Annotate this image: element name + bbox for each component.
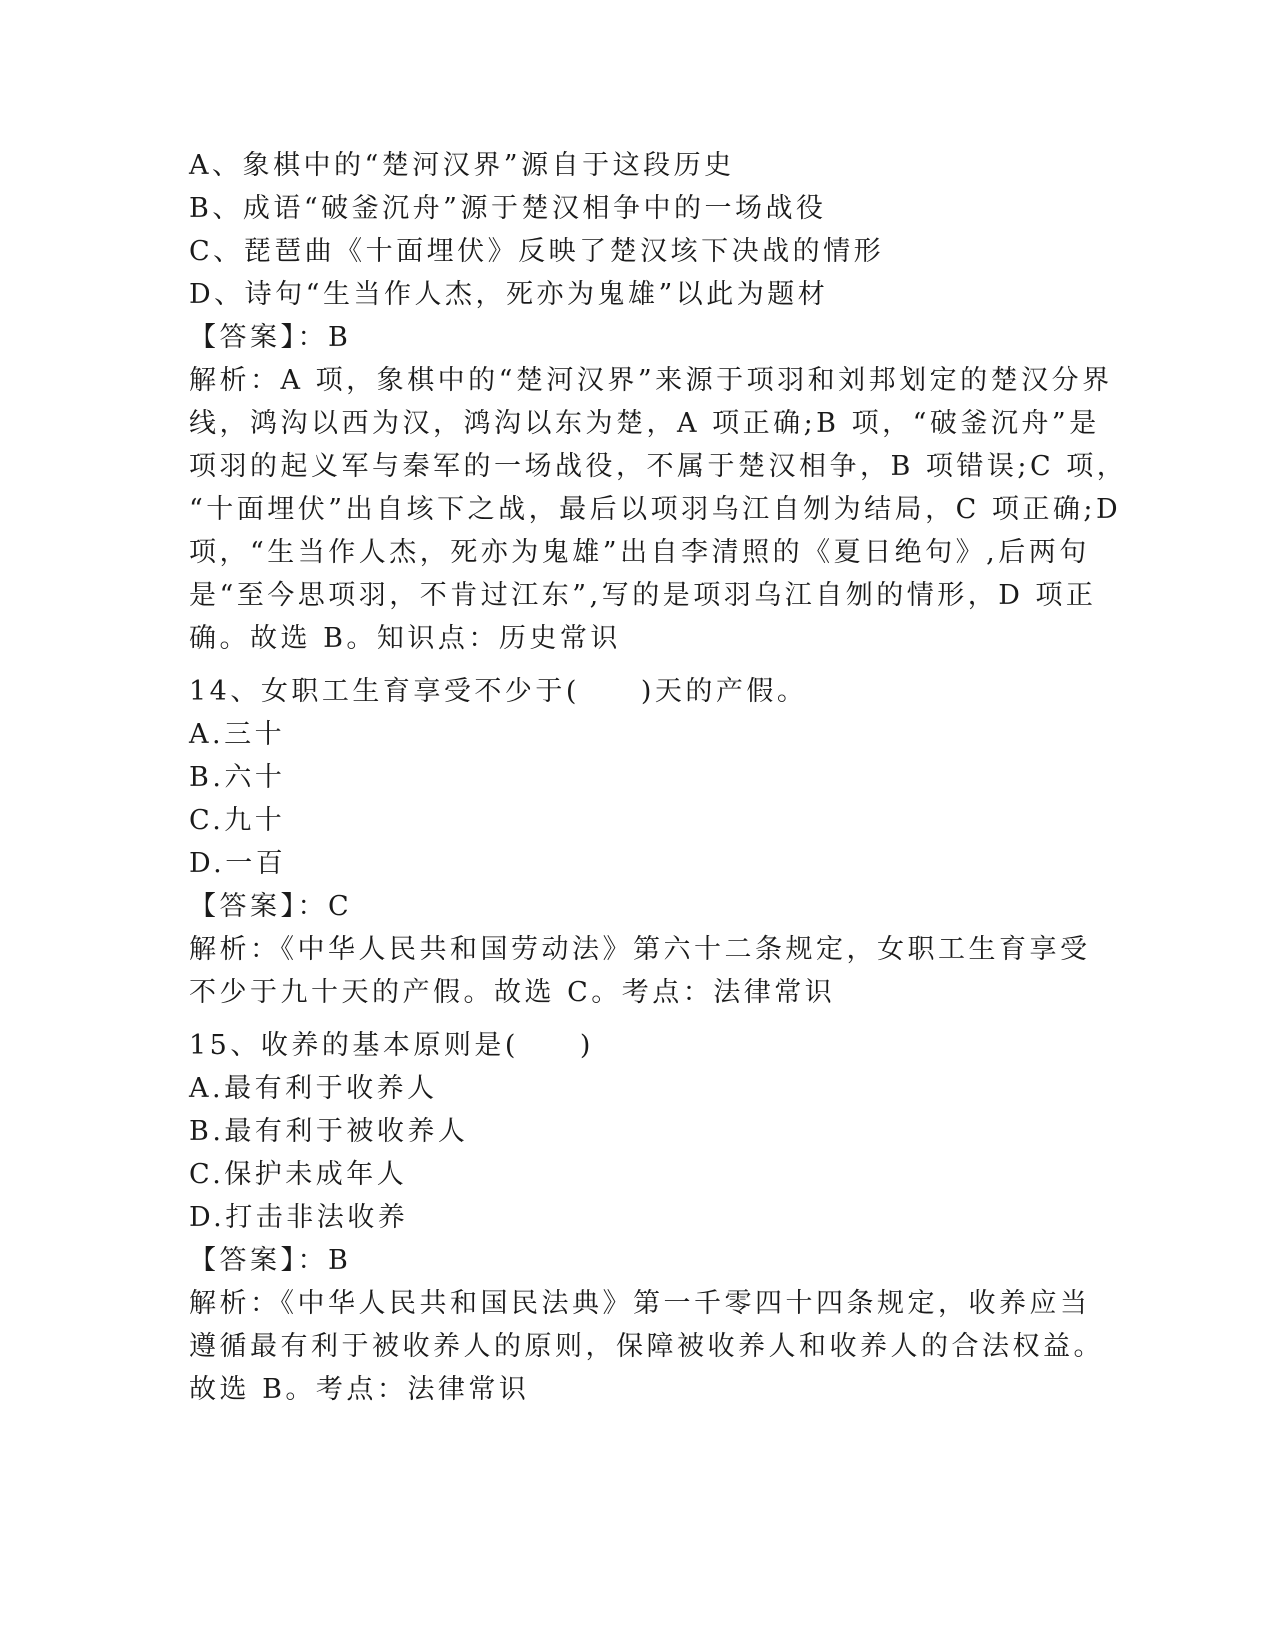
q13-option-c: C、琵琶曲《十面埋伏》反映了楚汉垓下决战的情形 [189, 236, 885, 267]
q14-option-b: B.六十 [189, 762, 286, 793]
question-13 [189, 144, 1128, 660]
q14-analysis-line: 解析：《中华人民共和国劳动法》第六十二条规定，女职工生育享受 [189, 934, 1091, 965]
q13-analysis-line: 确。故选 B。知识点：历史常识 [189, 623, 621, 654]
q14-answer: 【答案】：C [189, 891, 353, 922]
q13-analysis-line: 项，“生当作人杰，死亦为鬼雄”出自李清照的《夏日绝句》,后两句 [189, 537, 1090, 568]
q13-option-a: A、象棋中的“楚河汉界”源自于这段历史 [189, 150, 735, 181]
q13-analysis-line: “十面埋伏”出自垓下之战，最后以项羽乌江自刎为结局，C 项正确;D [189, 494, 1122, 525]
q14-option-c: C.九十 [189, 805, 286, 836]
q13-analysis-line: 是“至今思项羽，不肯过江东”,写的是项羽乌江自刎的情形，D 项正 [189, 580, 1097, 611]
q15-analysis [189, 1282, 1104, 1411]
q14-analysis [189, 928, 1089, 1014]
q15-question: 15、收养的基本原则是( ) [189, 1030, 594, 1061]
q14-analysis-line: 不少于九十天的产假。故选 C。考点：法律常识 [189, 977, 836, 1008]
q15-analysis-line: 解析：《中华人民共和国民法典》第一千零四十四条规定，收养应当 [189, 1288, 1091, 1319]
q13-analysis-line: 线，鸿沟以西为汉，鸿沟以东为楚，A 项正确;B 项，“破釜沉舟”是 [189, 408, 1100, 439]
question-14 [189, 670, 1089, 1014]
q14-option-a: A.三十 [189, 719, 286, 750]
q13-option-b: B、成语“破釜沉舟”源于楚汉相争中的一场战役 [189, 193, 827, 224]
q14-question: 14、女职工生育享受不少于( )天的产假。 [189, 676, 808, 707]
q14-option-d: D.一百 [189, 848, 287, 879]
q15-option-b: B.最有利于被收养人 [189, 1116, 469, 1147]
section-gap [189, 1014, 1089, 1024]
q15-analysis-line: 故选 B。考点：法律常识 [189, 1374, 530, 1405]
q13-analysis-line: 解析：A 项，象棋中的“楚河汉界”来源于项羽和刘邦划定的楚汉分界 [189, 365, 1113, 396]
q13-analysis-line: 项羽的起义军与秦军的一场战役，不属于楚汉相争，B 项错误;C 项， [189, 451, 1128, 482]
section-gap [189, 660, 1089, 670]
q13-option-d: D、诗句“生当作人杰，死亦为鬼雄”以此为题材 [189, 279, 829, 310]
document-content [189, 144, 1128, 1411]
question-15 [189, 1024, 1104, 1411]
q15-answer: 【答案】：B [189, 1245, 352, 1276]
q13-analysis [189, 359, 1128, 660]
q15-option-a: A.最有利于收养人 [189, 1073, 438, 1104]
q15-analysis-line: 遵循最有利于被收养人的原则，保障被收养人和收养人的合法权益。 [189, 1331, 1104, 1362]
q15-option-c: C.保护未成年人 [189, 1159, 408, 1190]
q15-option-d: D.打击非法收养 [189, 1202, 409, 1233]
q13-answer: 【答案】：B [189, 322, 352, 353]
